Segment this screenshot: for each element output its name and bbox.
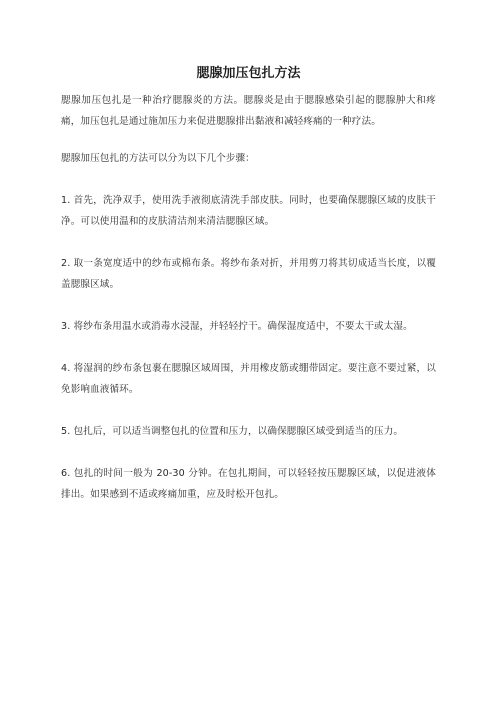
spacer [61, 442, 436, 463]
step-5-paragraph: 5. 包扎后，可以适当调整包扎的位置和压力，以确保腮腺区域受到适当的压力。 [61, 426, 404, 437]
spacer [61, 132, 436, 148]
spacer [61, 295, 436, 316]
spacer [61, 232, 436, 253]
step-2-paragraph: 2. 取一条宽度适中的纱布或棉布条。将纱布条对折，并用剪刀将其切成适当长度，以覆盖腮腺区域。 [61, 258, 436, 290]
spacer [61, 400, 436, 421]
spacer [61, 337, 436, 358]
steps-intro-paragraph: 腮腺加压包扎的方法可以分为以下几个步骤： [61, 153, 255, 164]
step-4-paragraph: 4. 将湿润的纱布条包裹在腮腺区域周围，并用橡皮筋或绷带固定。要注意不要过紧，以免影响血液循环。 [61, 363, 436, 395]
spacer [61, 169, 436, 190]
step-6-paragraph: 6. 包扎的时间一般为 20-30 分钟。在包扎期间，可以轻轻按压腮腺区域，以促进液体排出。如果感到不适或疼痛加重，应及时松开包扎。 [61, 468, 436, 500]
step-1-paragraph: 1. 首先，洗净双手，使用洗手液彻底清洗手部皮肤。同时，也要确保腮腺区域的皮肤干净。可以使用温和的皮肤清洁剂来清洁腮腺区域。 [61, 195, 436, 227]
document-title: 腮腺加压包扎方法 [196, 66, 301, 81]
step-3-paragraph: 3. 将纱布条用温水或消毒水浸湿，并轻轻拧干。确保湿度适中，不要太干或太湿。 [61, 321, 413, 332]
intro-paragraph: 腮腺加压包扎是一种治疗腮腺炎的方法。腮腺炎是由于腮腺感染引起的腮腺肿大和疼痛，加压包扎是通过施加压力来促进腮腺排出黏液和减轻疼痛的一种疗法。 [61, 95, 436, 127]
